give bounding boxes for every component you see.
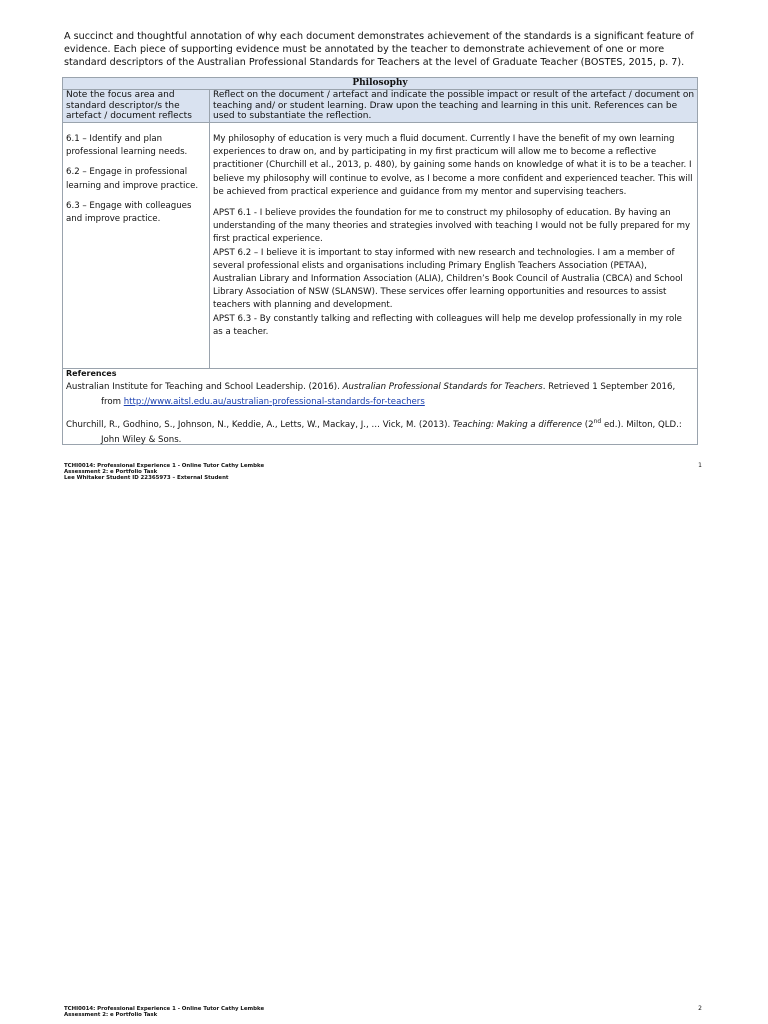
reference-edition-suffix: nd — [593, 418, 602, 425]
references-heading: References — [66, 369, 117, 378]
footer-student: Lee Whitaker Student ID 22365973 – External Student — [64, 475, 229, 481]
intro-paragraph: A succinct and thoughtful annotation of why each document demonstrates achievement of the standards is a significant feature of evidence. Each piece of supporting evidence must be annotated by the teacher to demonstrate achievement of one or more standard descriptors of the Australian Professional Standards for Teachers at the level of Graduate Teacher (BOSTES, 2015, p. 7). — [64, 31, 694, 68]
standard-item: 6.3 – Engage with colleagues and improve practice. — [66, 200, 192, 225]
header-reflection-instructions: Reflect on the document / artefact and indicate the possible impact or result of the artefact / document on teaching and/ or student learning. Draw upon the teaching and learning in this unit. References can be used to substantiate the reflection. — [213, 90, 695, 121]
reference-link[interactable]: http://www.aitsl.edu.au/australian-professional-standards-for-teachers — [123, 397, 425, 407]
footer-assessment: Assessment 2: e Portfolio Task — [64, 1012, 158, 1018]
page-number: 2 — [698, 1005, 702, 1012]
table-title: Philosophy — [63, 78, 697, 90]
reflection-paragraph: My philosophy of education is very much a fluid document. Currently I have the benefit of my own learning experiences to draw on, and by participating in my first practicum will allow me to become a reflective practitioner (Churchill et al., 2013, p. 480), by gaining some hands on knowledge of what it is to be a teacher. I believe my philosophy will continue to evolve, as I become a more confident and experienced teacher. This will be achieved from practical experience and guidance from my mentor and supervising teachers. — [213, 134, 693, 197]
standard-item: 6.2 – Engage in professional learning and improve practice. — [66, 167, 199, 191]
reflection-paragraph: APST 6.3 - By constantly talking and reflecting with colleagues will help me develop professionally in my role as a teacher. — [213, 313, 682, 337]
footer-course: TCHI0014: Professional Experience 1 - Online Tutor Cathy Lembke — [64, 1006, 265, 1012]
references-section — [66, 369, 694, 452]
reflection-text — [213, 133, 693, 339]
reference-entry — [66, 414, 694, 448]
page-number: 1 — [698, 462, 702, 469]
reflection-paragraph: APST 6.1 - I believe provides the foundation for me to construct my philosophy of education. By having an understanding of the many theories and strategies involved with teaching I would not be fully prepared for my first practical experience. — [213, 208, 691, 245]
standards-list — [66, 133, 208, 233]
header-focus-area: Note the focus area and standard descriptor/s the artefact / document reflects — [66, 90, 192, 121]
philosophy-table — [62, 77, 698, 445]
page-footer — [64, 463, 704, 481]
footer-course: TCHI0014: Professional Experience 1 - Online Tutor Cathy Lembke — [64, 463, 265, 469]
table-header-row — [63, 90, 697, 123]
reflection-paragraph: APST 6.2 – I believe it is important to stay informed with new research and technologies. I am a member of several professional elists and organisations including Primary English Teachers Association (PETAA), Australian Library and Information Association (ALIA), Children’s Book Council of Australia (CBCA) and School Library Association of NSW (SLANSW). These services offer learning opportunities and resources to assist teachers with planning and development. — [213, 247, 683, 311]
reference-author: Australian Institute for Teaching and School Leadership. (2016). — [66, 382, 343, 392]
reference-retrieved: . Retrieved 1 September 2016, from — [101, 382, 676, 407]
reference-title: Australian Professional Standards for Teachers — [342, 382, 543, 392]
footer-assessment: Assessment 2: e Portfolio Task — [64, 469, 158, 475]
table-body-row — [63, 123, 697, 369]
reference-publisher: ed.). Milton, QLD.: John Wiley & Sons. — [101, 419, 682, 445]
reference-entry — [66, 380, 694, 410]
column-divider — [209, 123, 210, 368]
reference-title: Teaching: Making a difference — [452, 419, 583, 430]
column-divider — [209, 90, 210, 122]
page-footer — [64, 1006, 704, 1018]
reference-edition: (2 — [582, 419, 594, 430]
standard-item: 6.1 – Identify and plan professional learning needs. — [66, 134, 188, 158]
reference-author: Churchill, R., Godhino, S., Johnson, N., Keddie, A., Letts, W., Mackay, J., … Vick, M. (2013). — [66, 419, 453, 430]
